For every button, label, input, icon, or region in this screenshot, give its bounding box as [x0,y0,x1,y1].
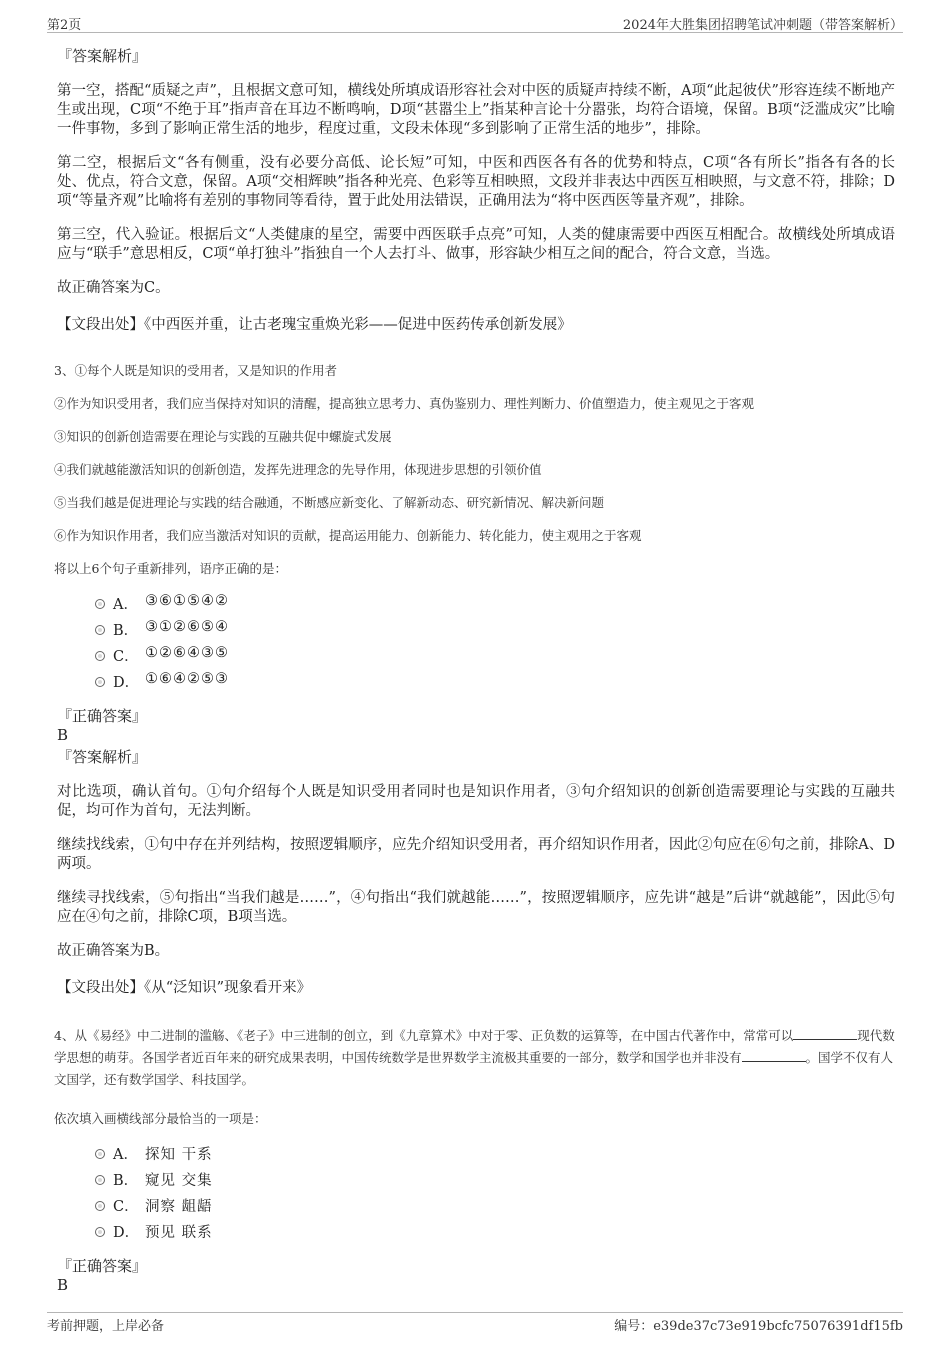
analysis-label: 『答案解析』 [57,748,148,766]
radio-icon[interactable] [95,1175,105,1185]
analysis-paragraph: 继续找线索，①句中存在并列结构，按照逻辑顺序，应先介绍知识受用者，再介绍知识作用者，因此②句应在⑥句之前，排除A、D两项。 [57,837,895,872]
q4-prompt: 依次填入画横线部分最恰当的一项是： [54,1111,267,1126]
footer-slogan: 考前押题，上岸必备 [47,1319,165,1334]
analysis-paragraph: 第二空，根据后文“各有侧重，没有必要分高低、论长短”可知，中医和西医各有各的优势和特点，C项“各有所长”指各有各的长处、优点，符合文意，保留。A项“交相辉映”指各种光亮、色彩等互相映照，文段并非表达中西医互相映照，与文意不符，排除；D项“等量齐观”比喻将有差别的事物同等看待，置于此处用法错误，正确用法为“将中医西医等量齐观”，排除。 [57,155,895,209]
q4-option-a[interactable]: A． 探知 干系 [95,1143,895,1169]
radio-icon[interactable] [95,651,105,661]
correct-answer-value: B [57,726,69,744]
q3-option-b[interactable]: B． ③①②⑥⑤④ [95,619,895,645]
q3-sentence-2: ②作为知识受用者，我们应当保持对知识的清醒，提高独立思考力、真伪鉴别力、理性判断力、价值塑造力，使主观见之于客观 [54,396,755,411]
q3-option-c[interactable]: C． ①②⑥④③⑤ [95,645,895,671]
q3-sentence-1: 3、①每个人既是知识的受用者，又是知识的作用者 [54,363,337,378]
q3-prompt: 将以上6个句子重新排列，语序正确的是： [54,561,287,576]
analysis-paragraph: 第三空，代入验证。根据后文“人类健康的星空，需要中西医联手点亮”可知，人类的健康需要中西医互相配合。故横线处所填成语应与“联手”意思相反，C项“单打独斗”指独自一个人去打斗、做事，形容缺少相互之间的配合，符合文意，当选。 [57,227,895,262]
passage-source: 【文段出处】《从“泛知识”现象看开来》 [57,980,312,996]
analysis-paragraph: 第一空，搭配“质疑之声”，且根据文意可知，横线处所填成语形容社会对中医的质疑声持续不断，A项“此起彼伏”形容连续不断地产生或出现，C项“不绝于耳”指声音在耳边不断鸣响，D项“甚嚣尘上”指某种言论十分嚣张，均符合语境，保留。B项“泛滥成灾”比喻一件事物，多到了影响正常生活的地步，程度过重，文段未体现“多到影响了正常生活的地步”，排除。 [57,83,895,137]
q4-stem: 4、从《易经》中二进制的滥觞、《老子》中三进制的创立，到《九章算术》中对于零、正负数的运算等，在中国古代著作中，常常可以 现代数学思想的萌芽。各国学者近百年来的研究成果表明，中国传统数学是世界数学主流极其重要的一部分，数学和国学也并非没有 。国学不仅有人文国学，还有数学国学、科技国学。 [54,1028,895,1087]
radio-icon[interactable] [95,1227,105,1237]
radio-icon[interactable] [95,625,105,635]
page-header [47,14,903,33]
q3-sentence-4: ④我们就越能激活知识的创新创造，发挥先进理念的先导作用，体现进步思想的引领价值 [54,462,542,477]
q3-sentence-3: ③知识的创新创造需要在理论与实践的互融共促中螺旋式发展 [54,429,392,444]
radio-icon[interactable] [95,599,105,609]
analysis-label: 『答案解析』 [57,47,148,65]
radio-icon[interactable] [95,1201,105,1211]
analysis-paragraph: 对比选项，确认首句。①句介绍每个人既是知识受用者同时也是知识作用者，③句介绍知识的创新创造需要理论与实践的互融共促，均可作为首句，无法判断。 [57,784,895,819]
page-number: 第2页 [47,18,82,33]
document-title: 2024年大胜集团招聘笔试冲刺题（带答案解析） [622,18,903,33]
analysis-paragraph: 继续寻找线索，⑤句指出“当我们越是……”，④句指出“我们就越能……”，按照逻辑顺序，应先讲“越是”后讲“就越能”，因此⑤句应在④句之前，排除C项，B项当选。 [57,890,895,925]
q3-sentence-6: ⑥作为知识作用者，我们应当激活对知识的贡献，提高运用能力、创新能力、转化能力，使主观用之于客观 [54,528,642,543]
q3-sentence-5: ⑤当我们越是促进理论与实践的结合融通，不断感应新变化、了解新动态、研究新情况、解决新问题 [54,495,605,510]
q4-option-d[interactable]: D． 预见 联系 [95,1221,895,1247]
analysis-conclusion: 故正确答案为C。 [57,280,170,296]
q3-option-d[interactable]: D． ①⑥④②⑤③ [95,671,895,697]
document-id: 编号：e39de37c73e919bcfc75076391df15fb [614,1319,903,1334]
q3-option-a[interactable]: A． ③⑥①⑤④② [95,593,895,619]
correct-answer-label: 『正确答案』 [57,707,148,725]
correct-answer-value: B [57,1276,69,1294]
q4-option-c[interactable]: C． 洞察 龃龉 [95,1195,895,1221]
passage-source: 【文段出处】《中西医并重，让古老瑰宝重焕光彩——促进中医药传承创新发展》 [57,317,572,333]
q4-option-b[interactable]: B． 窥见 交集 [95,1169,895,1195]
fill-blank [793,1027,857,1040]
fill-blank [742,1049,806,1062]
radio-icon[interactable] [95,677,105,687]
q4-options [95,1143,895,1247]
analysis-conclusion: 故正确答案为B。 [57,943,170,959]
radio-icon[interactable] [95,1149,105,1159]
q3-options [95,593,895,697]
page-footer [47,1312,903,1334]
correct-answer-label: 『正确答案』 [57,1257,148,1275]
page-content [54,45,895,1296]
